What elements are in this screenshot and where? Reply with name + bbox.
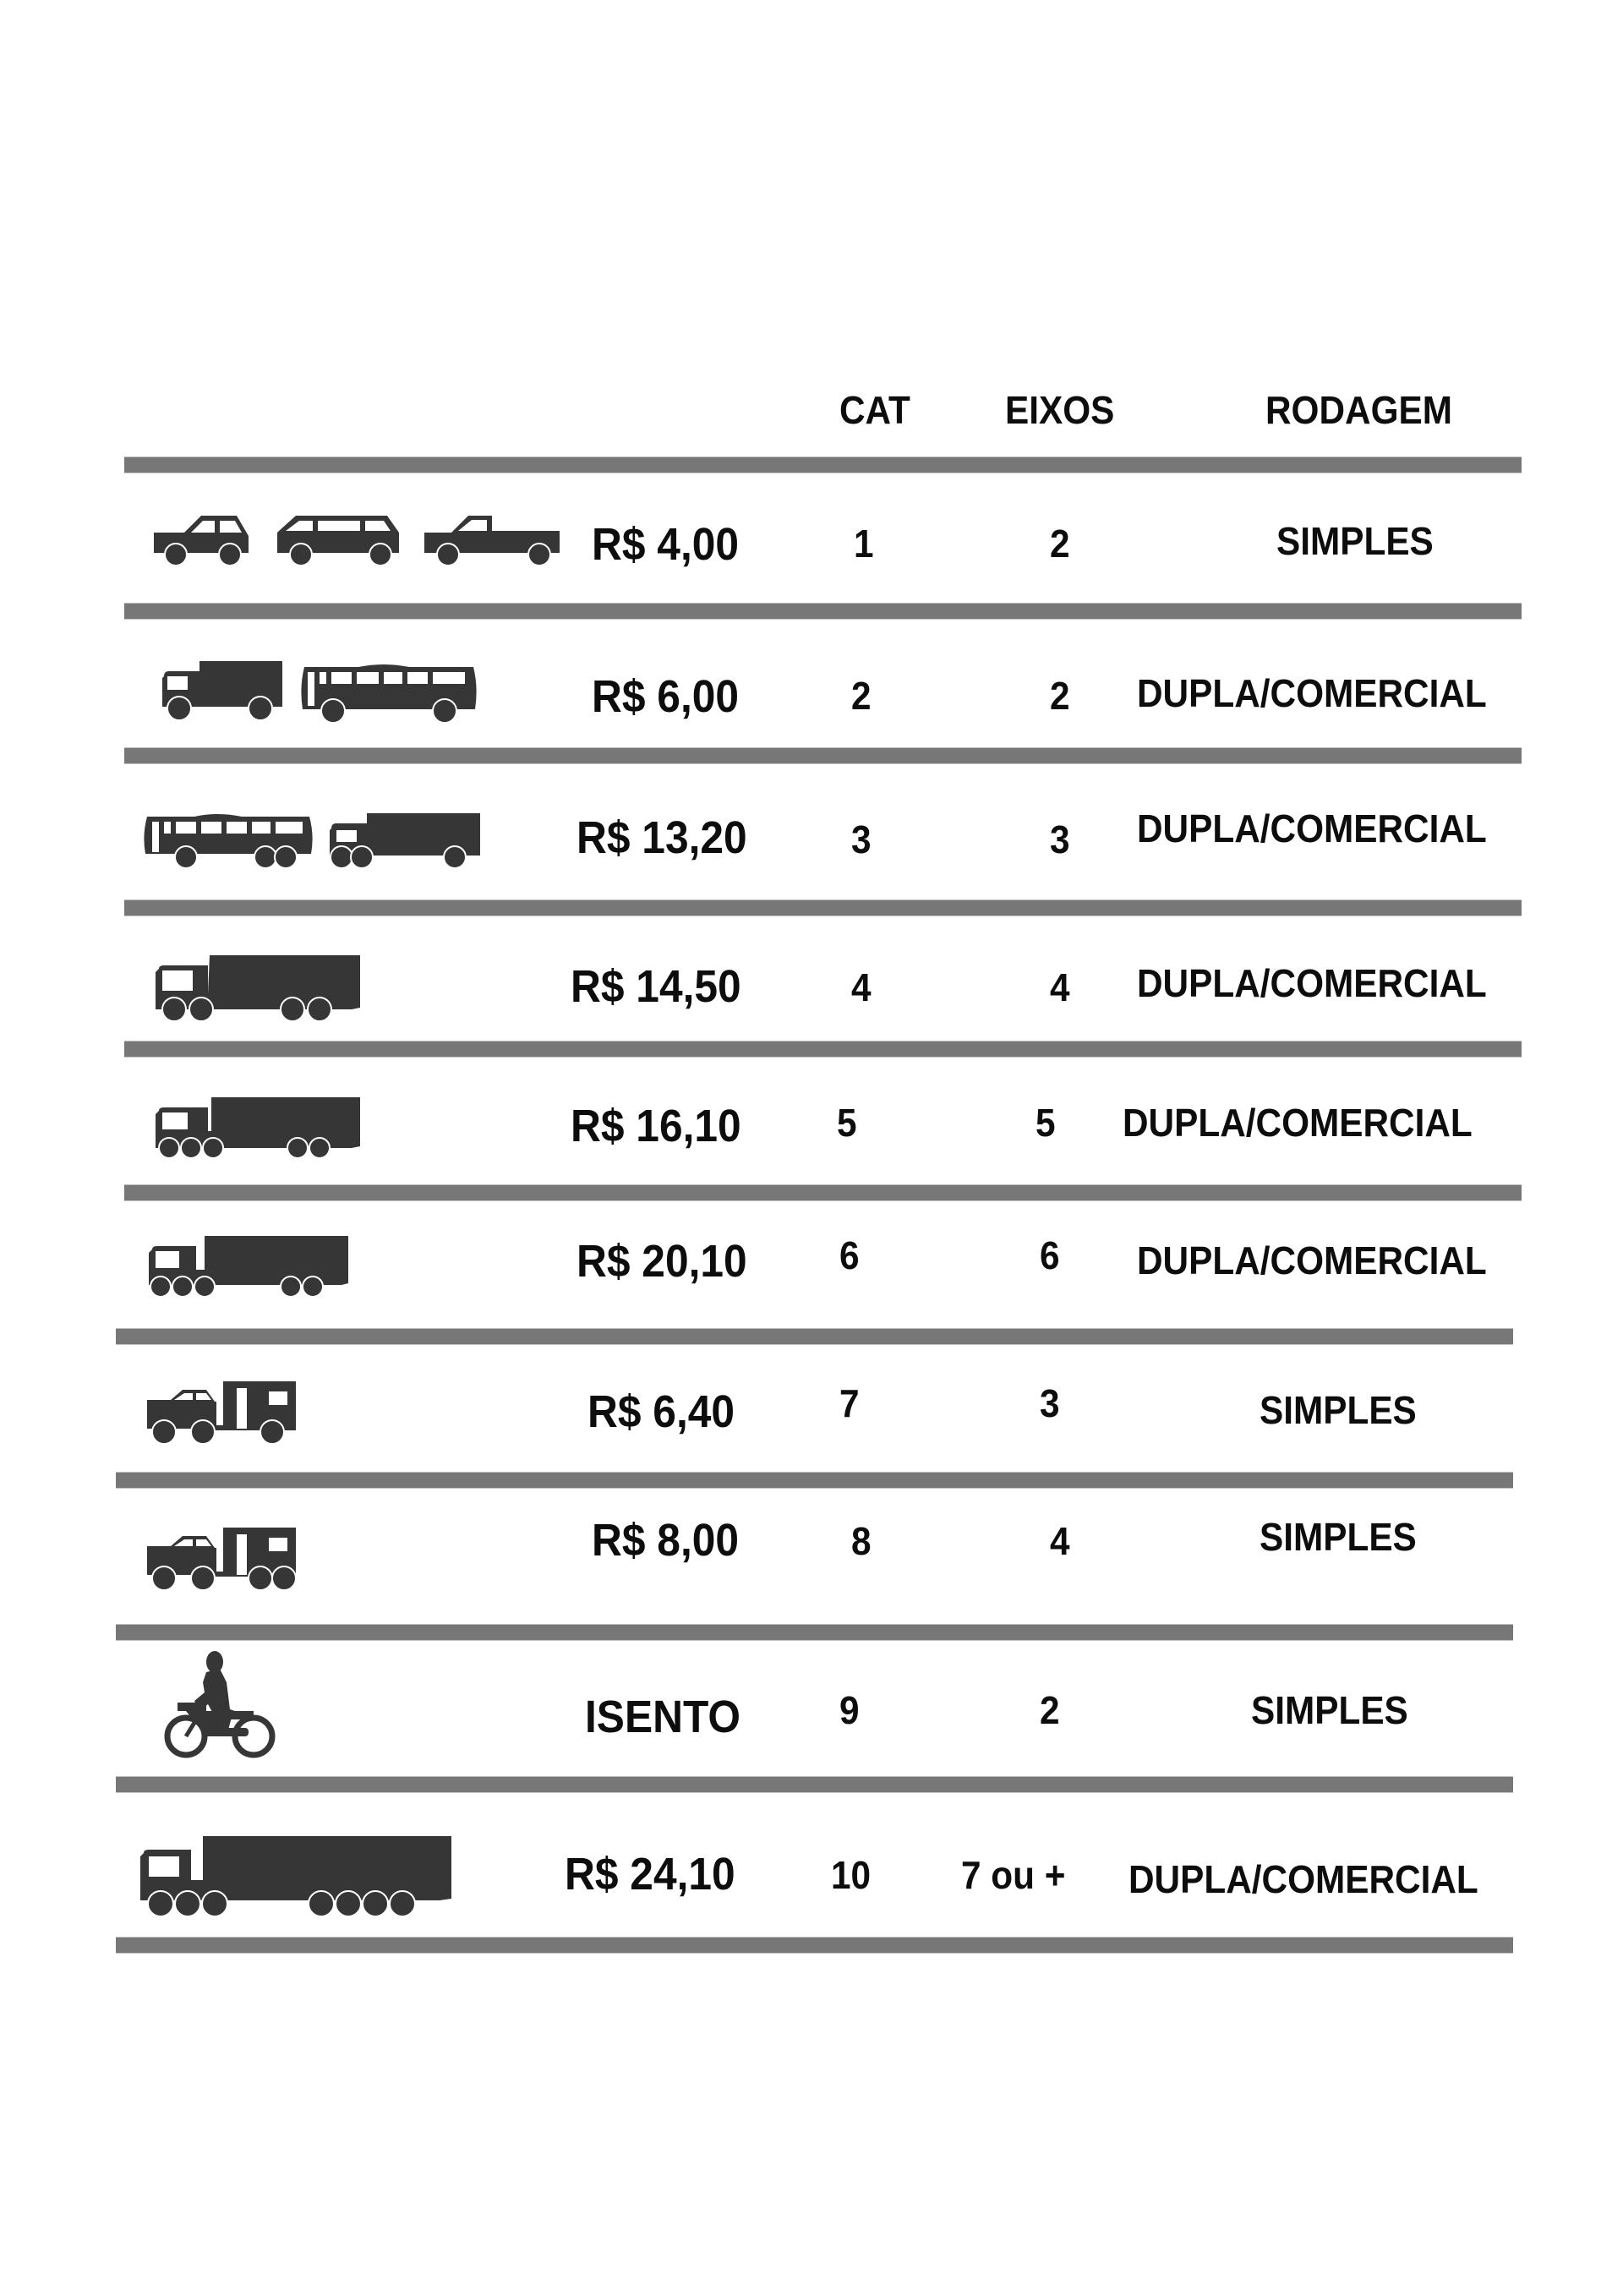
price: R$ 24,10 <box>565 1849 735 1900</box>
wheels: DUPLA/COMERCIAL <box>1137 671 1487 715</box>
category: 2 <box>851 674 872 718</box>
category: 5 <box>837 1101 857 1145</box>
axles: 3 <box>1040 1381 1060 1425</box>
truck-2-axle-icon <box>161 659 284 722</box>
header-cat: CAT <box>839 388 910 432</box>
wheels: SIMPLES <box>1276 519 1434 563</box>
category: 9 <box>839 1688 860 1732</box>
axles: 2 <box>1040 1688 1060 1732</box>
car-with-trailer-4-axle-icon <box>145 1526 299 1595</box>
divider-row-9 <box>116 1776 1513 1793</box>
wheels: DUPLA/COMERCIAL <box>1137 806 1487 850</box>
category: 8 <box>851 1519 872 1563</box>
axles: 3 <box>1050 817 1070 861</box>
price: R$ 4,00 <box>592 519 740 570</box>
truck-6-axle-icon <box>145 1236 353 1300</box>
header-rodagem: RODAGEM <box>1265 388 1453 432</box>
price: R$ 14,50 <box>571 961 741 1012</box>
wheels: DUPLA/COMERCIAL <box>1128 1857 1478 1901</box>
price: R$ 8,00 <box>592 1515 740 1566</box>
axles: 2 <box>1050 674 1070 718</box>
car-with-trailer-3-axle-icon <box>145 1380 299 1449</box>
wheels: SIMPLES <box>1260 1388 1417 1432</box>
wheels: DUPLA/COMERCIAL <box>1137 961 1487 1005</box>
truck-7-plus-axle-icon <box>139 1836 456 1917</box>
bus-3-axle-icon <box>142 813 316 871</box>
divider-row-4 <box>124 1041 1522 1058</box>
pickup-truck-icon <box>423 514 560 566</box>
divider-row-7 <box>116 1472 1513 1489</box>
header-eixos: EIXOS <box>1005 388 1115 432</box>
category: 1 <box>854 522 874 566</box>
divider-row-8 <box>116 1624 1513 1641</box>
divider-row-2 <box>124 747 1522 764</box>
axles: 4 <box>1050 1519 1070 1563</box>
divider-row-1 <box>124 603 1522 620</box>
divider-row-6 <box>116 1328 1513 1345</box>
truck-4-axle-icon <box>152 954 360 1023</box>
divider-row-3 <box>124 899 1522 916</box>
price: R$ 16,10 <box>571 1101 741 1151</box>
divider-header <box>124 456 1522 473</box>
category: 7 <box>839 1381 860 1425</box>
category: 10 <box>831 1853 872 1897</box>
price: ISENTO <box>585 1692 741 1742</box>
truck-3-axle-icon <box>328 813 482 871</box>
truck-5-axle-icon <box>152 1097 360 1162</box>
category: 3 <box>851 817 872 861</box>
axles: 2 <box>1050 522 1070 566</box>
car-station-wagon-icon <box>276 514 407 566</box>
divider-row-10 <box>116 1937 1513 1954</box>
price: R$ 20,10 <box>577 1236 747 1287</box>
car-hatchback-icon <box>154 514 257 566</box>
wheels: SIMPLES <box>1251 1688 1408 1732</box>
axles: 6 <box>1040 1233 1060 1277</box>
category: 6 <box>839 1233 860 1277</box>
price: R$ 13,20 <box>577 812 747 863</box>
price: R$ 6,00 <box>592 671 740 722</box>
price: R$ 6,40 <box>587 1386 735 1437</box>
wheels: DUPLA/COMERCIAL <box>1137 1238 1487 1282</box>
category: 4 <box>851 965 872 1009</box>
wheels: DUPLA/COMERCIAL <box>1123 1101 1473 1145</box>
motorcycle-icon <box>152 1648 279 1758</box>
wheels: SIMPLES <box>1260 1515 1417 1559</box>
axles: 7 ou + <box>961 1853 1066 1897</box>
divider-row-5 <box>124 1184 1522 1201</box>
axles: 4 <box>1050 965 1070 1009</box>
bus-2-axle-icon <box>299 662 480 724</box>
axles: 5 <box>1036 1101 1056 1145</box>
